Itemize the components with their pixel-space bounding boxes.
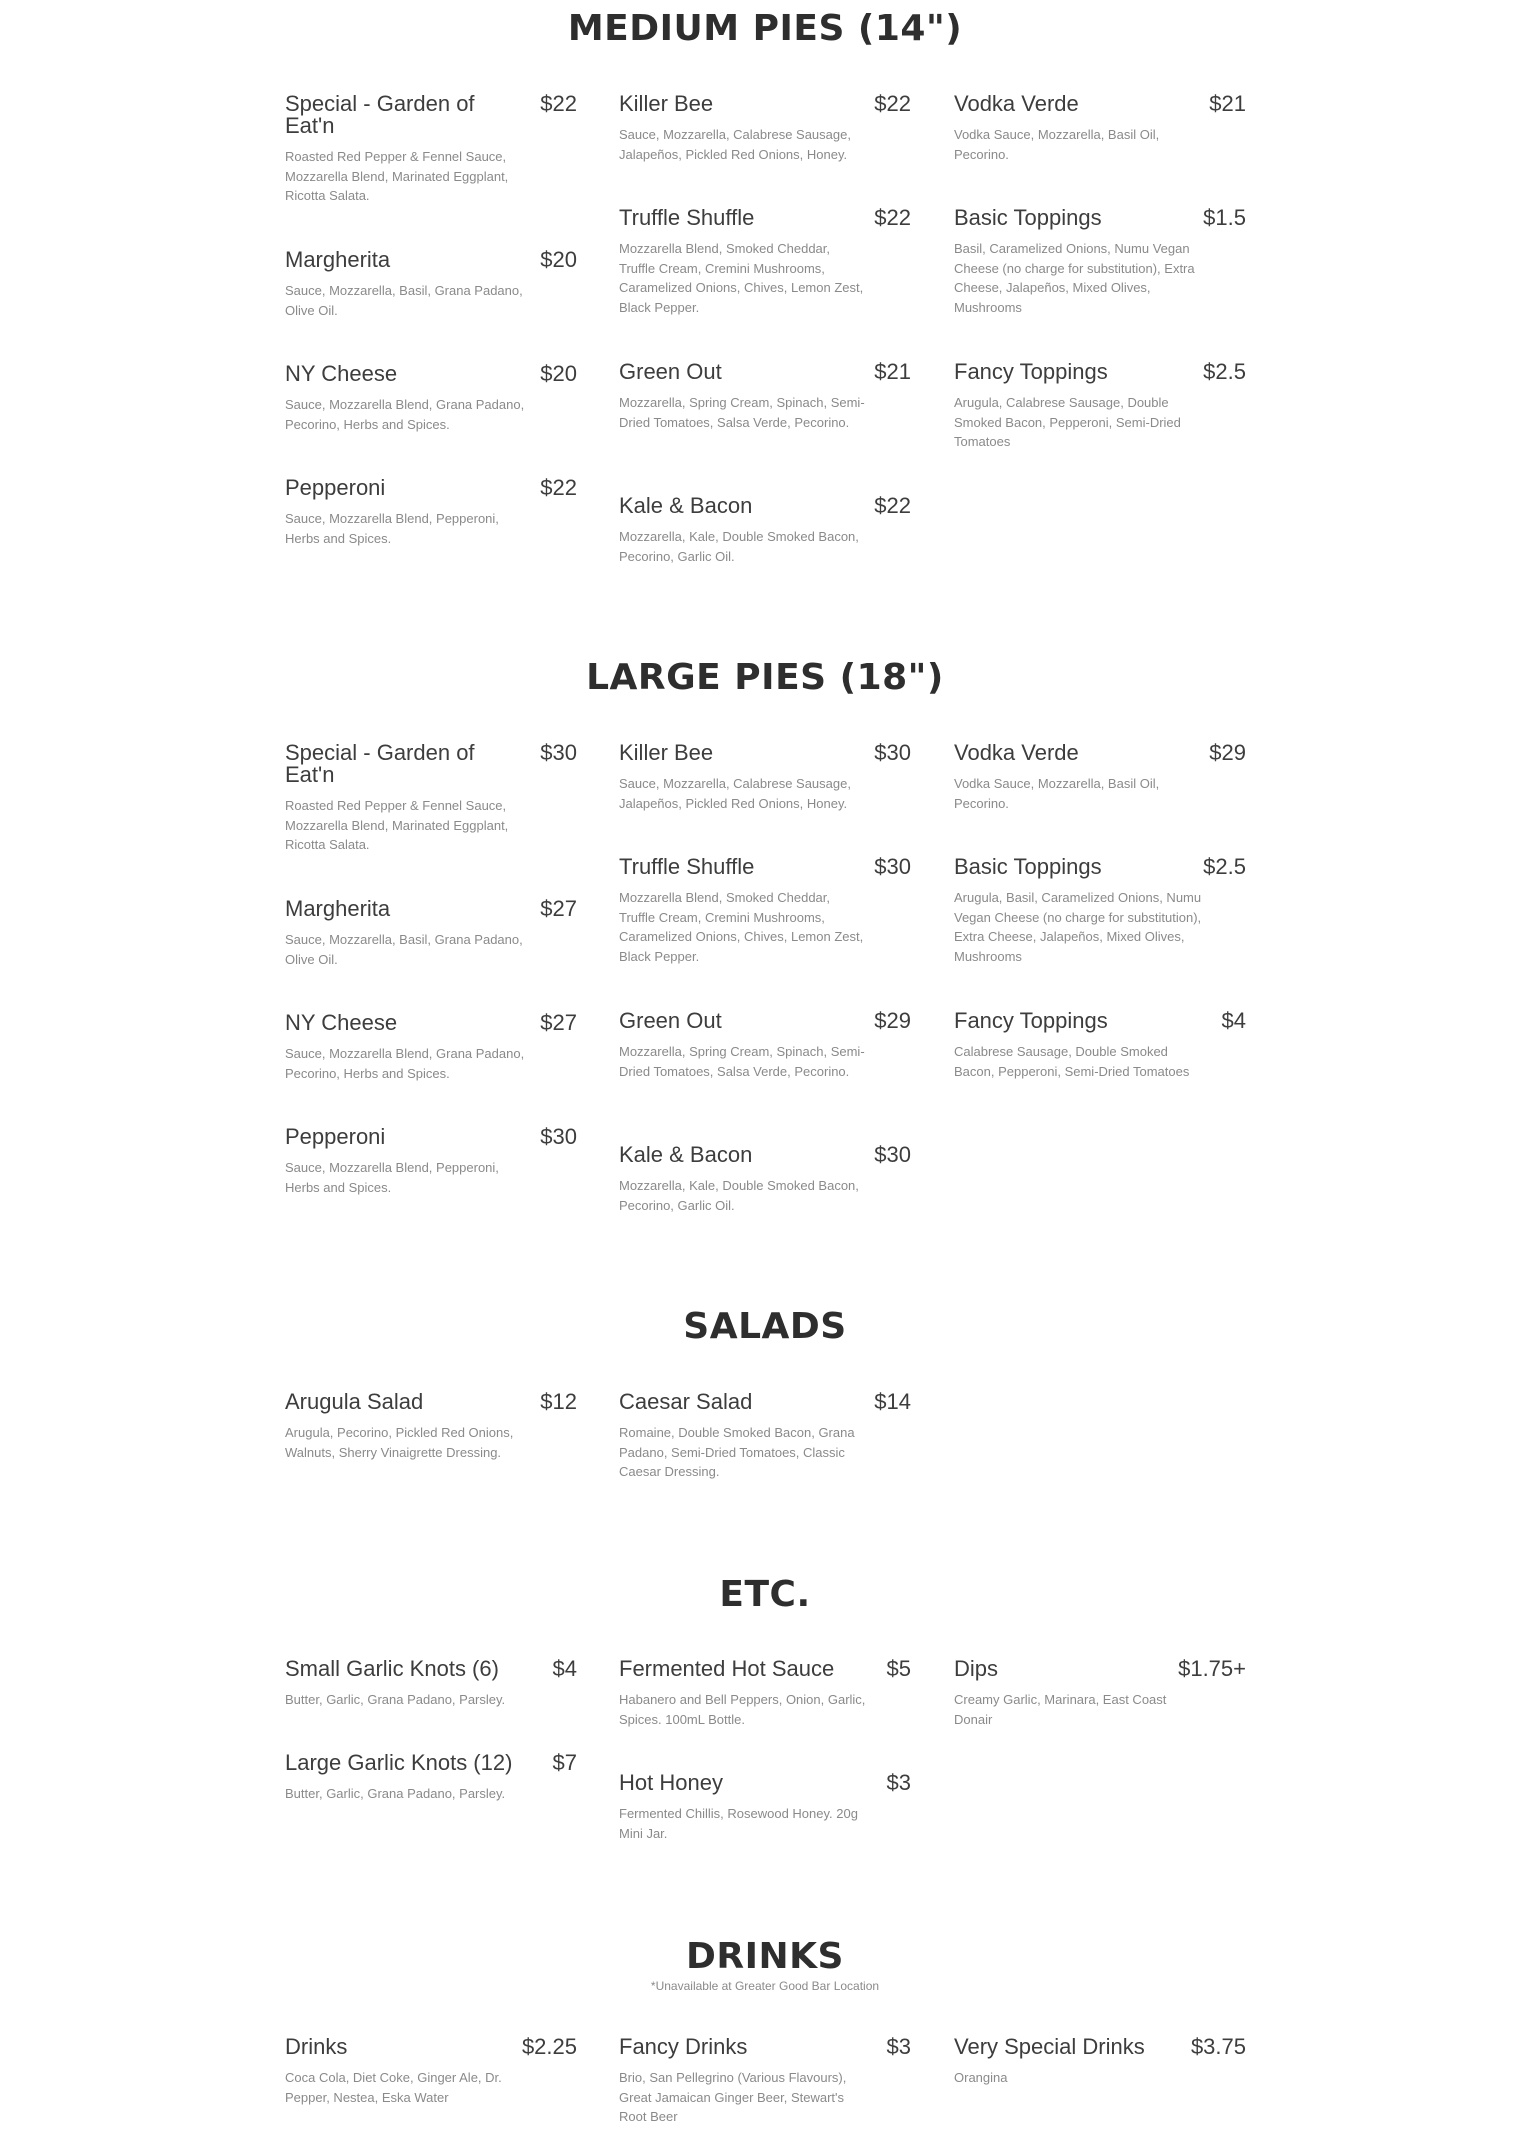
menu-item (285, 1012, 577, 1083)
section-title-drinks: DRINKS (686, 1936, 844, 1977)
menu-item-description: Sauce, Mozzarella, Calabrese Sausage, Jalapeños, Pickled Red Onions, Honey. (619, 127, 851, 162)
menu-item-name: Vodka Verde (954, 91, 1079, 116)
menu-item-description: Mozzarella Blend, Smoked Cheddar, Truffle Cream, Cremini Mushrooms, Caramelized Onions, Chives, Lemon Zest, Black Pepper. (619, 890, 864, 964)
menu-item-description: Sauce, Mozzarella Blend, Pepperoni, Herbs and Spices. (285, 1160, 499, 1195)
menu-item (285, 2036, 577, 2107)
menu-item (285, 898, 577, 969)
menu-item-description: Sauce, Mozzarella, Basil, Grana Padano, Olive Oil. (285, 283, 523, 318)
menu-item-header (619, 1010, 911, 1032)
menu-item-description: Vodka Sauce, Mozzarella, Basil Oil, Pecorino. (954, 776, 1160, 811)
menu-item-header (619, 207, 911, 229)
menu-item-header (954, 361, 1246, 383)
menu-item-description: Calabrese Sausage, Double Smoked Bacon, Pepperoni, Semi-Dried Tomatoes (954, 1044, 1190, 1079)
menu-item-price: $30 (874, 854, 911, 879)
menu-item-header (954, 2036, 1246, 2058)
menu-item-header (285, 363, 577, 385)
menu-item (285, 742, 577, 855)
menu-item (285, 1658, 577, 1710)
menu-item-description: Sauce, Mozzarella, Calabrese Sausage, Jalapeños, Pickled Red Onions, Honey. (619, 776, 851, 811)
menu-item (619, 742, 911, 813)
menu-item-description: Creamy Garlic, Marinara, East Coast Donair (954, 1692, 1167, 1727)
menu-item (954, 2036, 1246, 2088)
menu-item-name: Vodka Verde (954, 740, 1079, 765)
menu-item-name: Killer Bee (619, 740, 714, 765)
menu-item-name: Margherita (285, 896, 391, 921)
section-title-etc: ETC. (719, 1574, 811, 1615)
menu-item-price: $22 (874, 91, 911, 116)
menu-item (619, 1010, 911, 1081)
menu-item-name: Fancy Toppings (954, 1008, 1108, 1033)
menu-item-description: Habanero and Bell Peppers, Onion, Garlic, Spices. 100mL Bottle. (619, 1692, 866, 1727)
menu-item-price: $27 (540, 896, 577, 921)
menu-item-header (619, 742, 911, 764)
menu-item-price: $5 (886, 1656, 911, 1681)
menu-item-price: $1.75+ (1178, 1656, 1246, 1681)
menu-item-header (619, 1391, 911, 1413)
menu-item-header (285, 2036, 577, 2058)
menu-item-price: $22 (540, 475, 577, 500)
menu-item-price: $20 (540, 361, 577, 386)
menu-item-price: $3.75 (1190, 2034, 1246, 2059)
menu-item-name: Special - Garden of Eat'n (285, 740, 475, 787)
menu-item-description: Mozzarella Blend, Smoked Cheddar, Truffle Cream, Cremini Mushrooms, Caramelized Onions, Chives, Lemon Zest, Black Pepper. (619, 241, 864, 315)
menu-item-header (285, 477, 577, 499)
menu-item-description: Sauce, Mozzarella Blend, Pepperoni, Herbs and Spices. (285, 511, 499, 546)
menu-item-price: $2.25 (521, 2034, 577, 2059)
menu-item (619, 856, 911, 966)
menu-item-header (619, 1772, 911, 1794)
menu-item (619, 1144, 911, 1215)
menu-item-description: Sauce, Mozzarella Blend, Grana Padano, Pecorino, Herbs and Spices. (285, 397, 525, 432)
menu-item-price: $2.5 (1203, 854, 1246, 879)
menu-item-name: Small Garlic Knots (6) (285, 1656, 499, 1681)
menu-item-description: Roasted Red Pepper & Fennel Sauce, Mozzarella Blend, Marinated Eggplant, Ricotta Salata. (285, 798, 509, 852)
menu-item-header (619, 856, 911, 878)
menu-item-header (285, 742, 577, 786)
menu-item-header (285, 249, 577, 271)
menu-item-price: $4 (1221, 1008, 1246, 1033)
menu-item (954, 742, 1246, 813)
menu-item-description: Mozzarella, Kale, Double Smoked Bacon, Pecorino, Garlic Oil. (619, 529, 859, 564)
menu-item-description: Vodka Sauce, Mozzarella, Basil Oil, Pecorino. (954, 127, 1160, 162)
menu-item-name: Fermented Hot Sauce (619, 1656, 835, 1681)
menu-item-header (285, 1658, 577, 1680)
menu-item-price: $30 (540, 1124, 577, 1149)
menu-item-description: Coca Cola, Diet Coke, Ginger Ale, Dr. Pepper, Nestea, Eska Water (285, 2070, 502, 2105)
menu-item-description: Arugula, Calabrese Sausage, Double Smoked Bacon, Pepperoni, Semi-Dried Tomatoes (954, 395, 1181, 449)
menu-item-price: $3 (886, 1770, 911, 1795)
menu-item-name: Basic Toppings (954, 854, 1102, 879)
menu-item (285, 93, 577, 206)
menu-item-header (619, 93, 911, 115)
menu-item-header (285, 1012, 577, 1034)
menu-item-header (285, 93, 577, 137)
menu-item-name: Basic Toppings (954, 205, 1102, 230)
section-title-medium-pies: MEDIUM PIES (14") (567, 8, 963, 49)
menu-item (619, 1391, 911, 1482)
menu-item (285, 1752, 577, 1804)
menu-item-description: Mozzarella, Spring Cream, Spinach, Semi-Dried Tomatoes, Salsa Verde, Pecorino. (619, 395, 865, 430)
menu-item-header (285, 1391, 577, 1413)
menu-item-header (954, 1010, 1246, 1032)
menu-item-description: Romaine, Double Smoked Bacon, Grana Padano, Semi-Dried Tomatoes, Classic Caesar Dressing. (619, 1425, 855, 1479)
menu-item (954, 1010, 1246, 1081)
menu-item-header (619, 1144, 911, 1166)
menu-item-header (954, 856, 1246, 878)
menu-item-description: Arugula, Basil, Caramelized Onions, Numu Vegan Cheese (no charge for substitution), Extra Cheese, Jalapeños, Mixed Olives, Mushrooms (954, 890, 1202, 964)
section-title-large-pies: LARGE PIES (18") (586, 657, 944, 698)
menu-item-price: $27 (540, 1010, 577, 1035)
menu-item-name: Arugula Salad (285, 1389, 424, 1414)
menu-item-header (954, 207, 1246, 229)
menu-item-description: Sauce, Mozzarella Blend, Grana Padano, Pecorino, Herbs and Spices. (285, 1046, 525, 1081)
menu-item-name: Green Out (619, 1008, 722, 1033)
menu-item-name: Margherita (285, 247, 391, 272)
menu-item-header (285, 898, 577, 920)
menu-item (954, 207, 1246, 317)
menu-item-price: $30 (540, 740, 577, 765)
menu-item-header (954, 93, 1246, 115)
menu-item-header (285, 1126, 577, 1148)
menu-item-header (619, 495, 911, 517)
menu-item-name: Dips (954, 1656, 999, 1681)
menu-item (619, 2036, 911, 2127)
menu-item-header (619, 1658, 911, 1680)
menu-item (619, 1772, 911, 1843)
menu-item-price: $21 (874, 359, 911, 384)
menu-item-name: Kale & Bacon (619, 493, 753, 518)
menu-item (285, 1391, 577, 1462)
menu-item-description: Mozzarella, Spring Cream, Spinach, Semi-Dried Tomatoes, Salsa Verde, Pecorino. (619, 1044, 865, 1079)
menu-item-price: $22 (874, 205, 911, 230)
menu-item-price: $29 (874, 1008, 911, 1033)
menu-item-name: Killer Bee (619, 91, 714, 116)
menu-item-price: $2.5 (1203, 359, 1246, 384)
menu-item (619, 93, 911, 164)
menu-item (619, 1658, 911, 1729)
menu-item-name: Special - Garden of Eat'n (285, 91, 475, 138)
menu-item (285, 249, 577, 320)
menu-item-name: Kale & Bacon (619, 1142, 753, 1167)
menu-item-price: $20 (540, 247, 577, 272)
menu-item-name: Fancy Toppings (954, 359, 1108, 384)
menu-item-header (954, 1658, 1246, 1680)
menu-item (954, 361, 1246, 452)
menu-item (954, 93, 1246, 164)
menu-item-name: Hot Honey (619, 1770, 723, 1795)
menu-item-price: $3 (886, 2034, 911, 2059)
menu-item-description: Fermented Chillis, Rosewood Honey. 20g Mini Jar. (619, 1806, 858, 1841)
menu-item-name: Pepperoni (285, 475, 386, 500)
menu-item-description: Sauce, Mozzarella, Basil, Grana Padano, Olive Oil. (285, 932, 523, 967)
menu-item-header (619, 361, 911, 383)
menu-item-header (285, 1752, 577, 1774)
menu-item-name: Large Garlic Knots (12) (285, 1750, 513, 1775)
menu-item-price: $12 (540, 1389, 577, 1414)
menu-item-price: $29 (1209, 740, 1246, 765)
menu-item-price: $1.5 (1203, 205, 1246, 230)
menu-item-name: Caesar Salad (619, 1389, 753, 1414)
menu-item-name: Green Out (619, 359, 722, 384)
menu-item-description: Butter, Garlic, Grana Padano, Parsley. (285, 1786, 506, 1801)
menu-item-description: Butter, Garlic, Grana Padano, Parsley. (285, 1692, 506, 1707)
menu-item-name: NY Cheese (285, 361, 398, 386)
menu-item-description: Brio, San Pellegrino (Various Flavours), Great Jamaican Ginger Beer, Stewart's Root Beer (619, 2070, 847, 2124)
menu-item-description: Orangina (954, 2070, 1008, 2085)
drinks-availability-note: *Unavailable at Greater Good Bar Location (650, 1979, 880, 1993)
menu-item-name: Fancy Drinks (619, 2034, 748, 2059)
menu-item (285, 363, 577, 434)
menu-item (954, 856, 1246, 966)
menu-item-price: $30 (874, 740, 911, 765)
menu-item-header (954, 742, 1246, 764)
menu-item-price: $14 (874, 1389, 911, 1414)
menu-item-price: $22 (540, 91, 577, 116)
menu-item-name: Truffle Shuffle (619, 205, 755, 230)
section-title-salads: SALADS (683, 1306, 847, 1347)
menu-item-price: $4 (552, 1656, 577, 1681)
menu-item-name: Pepperoni (285, 1124, 386, 1149)
menu-item-description: Basil, Caramelized Onions, Numu Vegan Cheese (no charge for substitution), Extra Cheese, Jalapeños, Mixed Olives, Mushrooms (954, 241, 1195, 315)
menu-item-description: Mozzarella, Kale, Double Smoked Bacon, Pecorino, Garlic Oil. (619, 1178, 859, 1213)
menu-item-description: Roasted Red Pepper & Fennel Sauce, Mozzarella Blend, Marinated Eggplant, Ricotta Salata. (285, 149, 509, 203)
menu-item-header (619, 2036, 911, 2058)
menu-item (619, 207, 911, 317)
menu-item-description: Arugula, Pecorino, Pickled Red Onions, Walnuts, Sherry Vinaigrette Dressing. (285, 1425, 514, 1460)
menu-item (285, 1126, 577, 1197)
menu-item (285, 477, 577, 548)
menu-item-price: $7 (552, 1750, 577, 1775)
menu-item (619, 495, 911, 566)
menu-item-price: $21 (1209, 91, 1246, 116)
menu-item-name: Very Special Drinks (954, 2034, 1145, 2059)
menu-item-name: Drinks (285, 2034, 348, 2059)
menu-item-name: NY Cheese (285, 1010, 398, 1035)
menu-item-price: $22 (874, 493, 911, 518)
menu-item-price: $30 (874, 1142, 911, 1167)
menu-item (954, 1658, 1246, 1729)
menu-item-name: Truffle Shuffle (619, 854, 755, 879)
menu-item (619, 361, 911, 432)
